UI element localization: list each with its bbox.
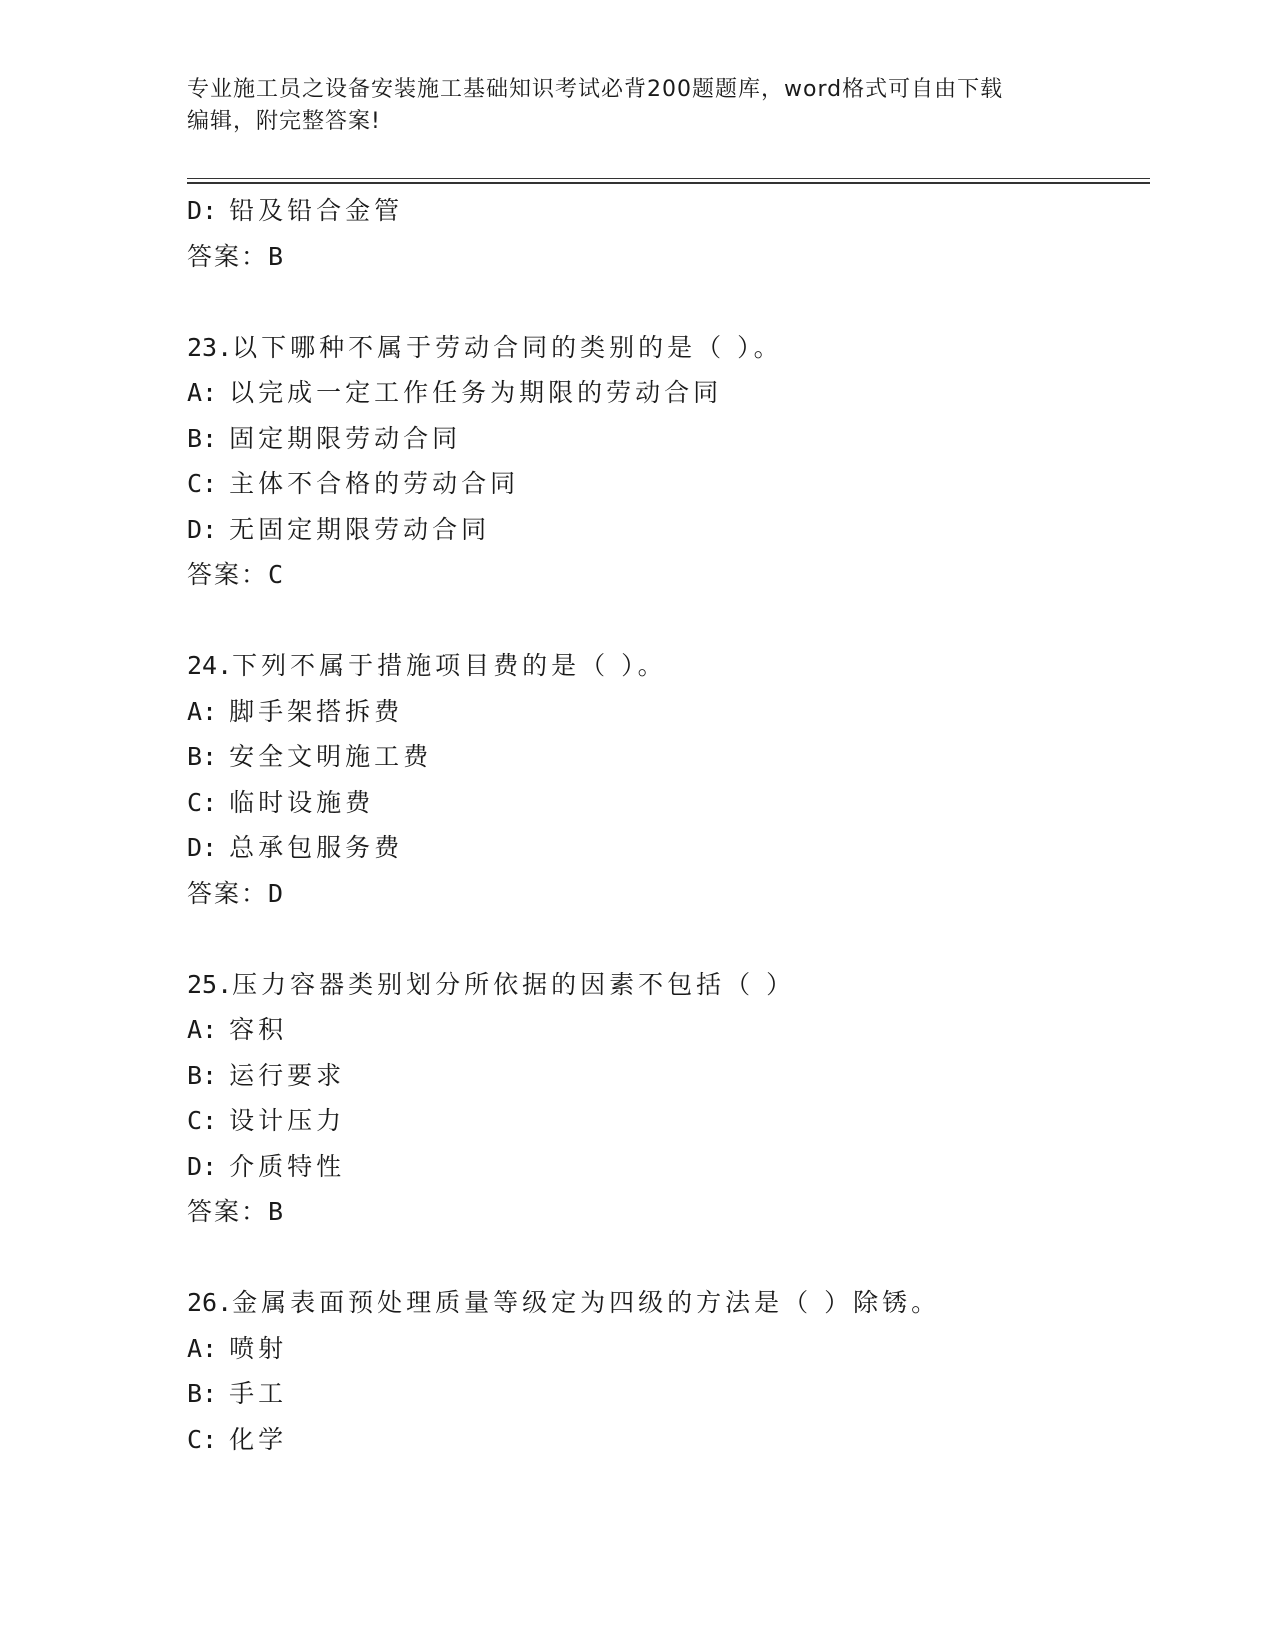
option-text: 化学 <box>229 1424 288 1454</box>
option-prefix: C: <box>187 469 218 498</box>
option-row <box>187 825 1147 871</box>
option-row <box>187 188 1147 234</box>
answer-value: C <box>268 560 284 589</box>
option-text: 设计压力 <box>229 1106 346 1135</box>
option-text: 安全文明施工费 <box>229 742 433 771</box>
question-title <box>187 1280 1147 1326</box>
option-row <box>187 370 1147 416</box>
option-prefix: D: <box>187 196 218 225</box>
answer-label: 答案： <box>187 1197 269 1226</box>
option-row <box>187 461 1147 507</box>
answer-value: D <box>268 878 284 908</box>
answer-label: 答案： <box>187 560 269 589</box>
option-text: 喷射 <box>229 1333 288 1363</box>
option-text: 运行要求 <box>229 1060 346 1090</box>
answer-label: 答案： <box>187 878 269 908</box>
option-text: 固定期限劳动合同 <box>229 423 462 453</box>
option-text: 容积 <box>229 1015 288 1044</box>
question-text: 以下哪种不属于劳动合同的类别的是（ ）。 <box>232 332 783 362</box>
option-row <box>187 689 1147 735</box>
option-row <box>187 1417 1147 1463</box>
spacer <box>187 279 1147 325</box>
option-prefix: A: <box>187 696 218 726</box>
spacer <box>187 1235 1147 1281</box>
header-line-2: 编辑，附完整答案! <box>187 109 381 134</box>
option-row <box>187 780 1147 826</box>
question-number: 26. <box>187 1288 233 1317</box>
spacer <box>187 598 1147 644</box>
answer-row <box>187 871 1147 917</box>
question-title <box>187 962 1147 1008</box>
answer-value: B <box>268 241 284 271</box>
answer-row <box>187 234 1147 280</box>
question-title <box>187 643 1147 689</box>
option-prefix: A: <box>187 1015 218 1044</box>
header-divider-thick <box>187 182 1150 184</box>
option-row <box>187 1371 1147 1417</box>
question-text: 压力容器类别划分所依据的因素不包括（ ） <box>232 969 796 999</box>
option-text: 手工 <box>229 1379 288 1408</box>
question-number: 25. <box>187 969 233 999</box>
option-text: 以完成一定工作任务为期限的劳动合同 <box>229 378 723 407</box>
option-prefix: D: <box>187 1151 218 1181</box>
option-prefix: A: <box>187 1333 218 1363</box>
option-row <box>187 1053 1147 1099</box>
question-number: 24. <box>187 651 233 680</box>
question-title <box>187 325 1147 371</box>
option-prefix: B: <box>187 1379 218 1408</box>
option-row <box>187 1007 1147 1053</box>
option-prefix: C: <box>187 1106 218 1135</box>
answer-row <box>187 1189 1147 1235</box>
header-divider-thin <box>187 178 1150 179</box>
answer-row <box>187 552 1147 598</box>
option-text: 总承包服务费 <box>229 833 404 862</box>
option-row <box>187 1326 1147 1372</box>
question-list <box>187 188 1147 1462</box>
answer-label: 答案： <box>187 241 269 271</box>
option-text: 介质特性 <box>229 1151 346 1181</box>
option-prefix: B: <box>187 423 218 453</box>
option-prefix: D: <box>187 514 218 544</box>
option-text: 主体不合格的劳动合同 <box>229 469 520 498</box>
option-row <box>187 1144 1147 1190</box>
option-text: 无固定期限劳动合同 <box>229 514 491 544</box>
option-prefix: B: <box>187 742 218 771</box>
option-row <box>187 1098 1147 1144</box>
option-prefix: A: <box>187 378 218 407</box>
spacer <box>187 916 1147 962</box>
option-prefix: C: <box>187 787 218 817</box>
question-number: 23. <box>187 332 233 362</box>
answer-value: B <box>268 1197 284 1226</box>
option-prefix: B: <box>187 1060 218 1090</box>
document-header <box>187 74 1067 138</box>
option-text: 铅及铅合金管 <box>229 196 404 225</box>
option-text: 临时设施费 <box>229 787 375 817</box>
header-line-1: 专业施工员之设备安装施工基础知识考试必背200题题库，word格式可自由下载 <box>187 77 1004 102</box>
option-row <box>187 416 1147 462</box>
option-text: 脚手架搭拆费 <box>229 696 404 726</box>
option-prefix: C: <box>187 1424 218 1454</box>
option-row <box>187 734 1147 780</box>
question-text: 金属表面预处理质量等级定为四级的方法是（ ）除锈。 <box>232 1288 941 1317</box>
option-row <box>187 507 1147 553</box>
option-prefix: D: <box>187 833 218 862</box>
question-text: 下列不属于措施项目费的是（ ）。 <box>232 651 667 680</box>
